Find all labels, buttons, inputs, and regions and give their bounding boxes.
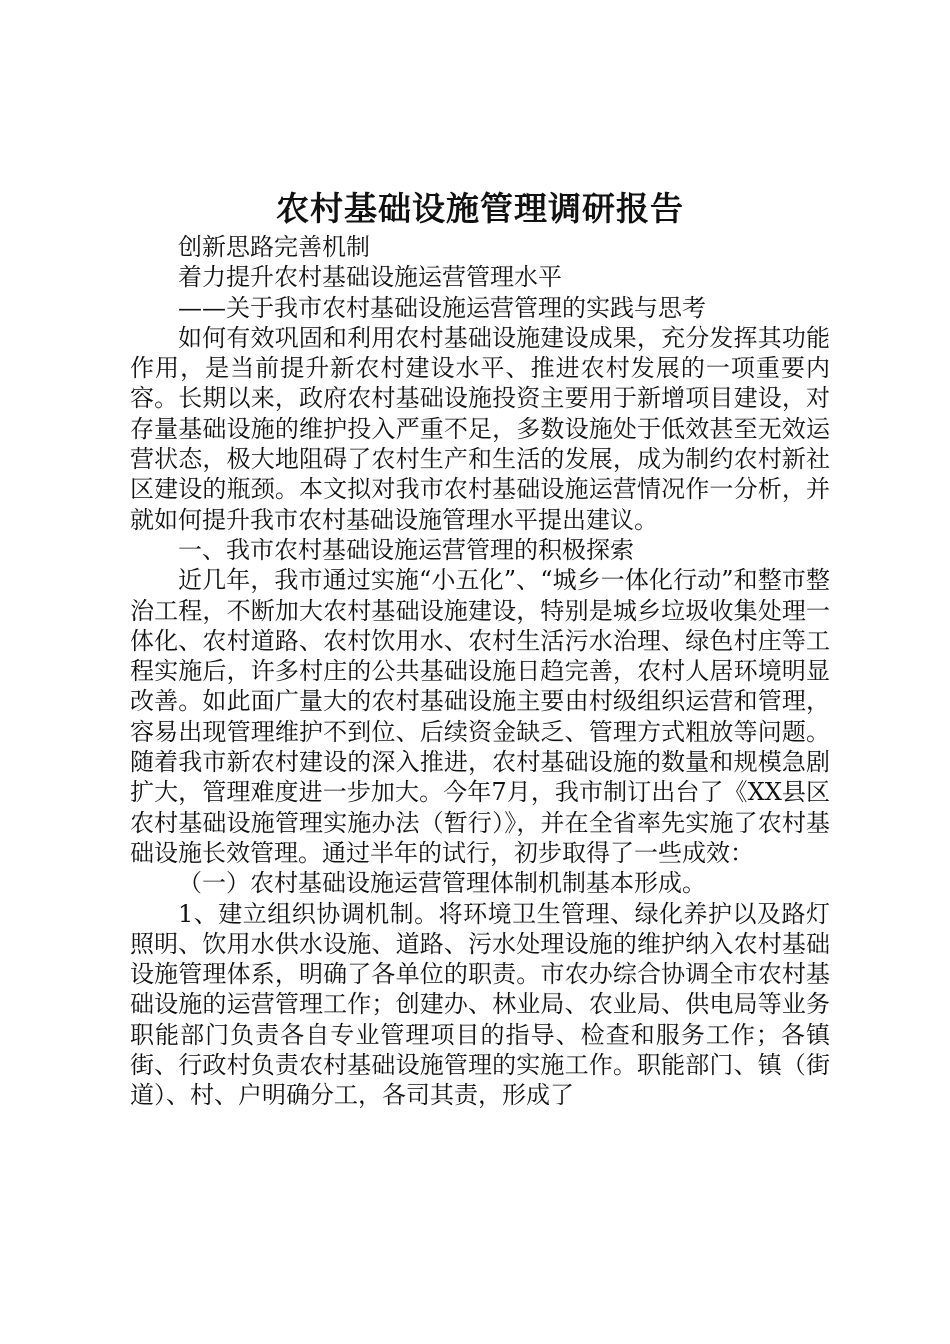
paragraph-intro: 如何有效巩固和利用农村基础设施建设成果，充分发挥其功能作用，是当前提升新农村建设水平、推进农村发展的一项重要内容。长期以来，政府农村基础设施投资主要用于新增项目建设，对存量基础设施的维护投入严重不足，多数设施处于低效甚至无效运营状态，极大地阻碍了农村生产和生活的发展，成为制约农村新社区建设的瓶颈。本文拟对我市农村基础设施运营情况作一分析，并就如何提升我市农村基础设施管理水平提出建议。 [130, 323, 830, 534]
paragraph-recent-years: 近几年，我市通过实施“小五化”、“城乡一体化行动”和整市整治工程，不断加大农村基础设施建设，特别是城乡垃圾收集处理一体化、农村道路、农村饮用水、农村生活污水治理、绿色村庄等工程实施后，许多村庄的公共基础设施日趋完善，农村人居环境明显改善。如此面广量大的农村基础设施主要由村级组织运营和管理，容易出现管理维护不到位、后续资金缺乏、管理方式粗放等问题。随着我市新农村建设的深入推进，农村基础设施的数量和规模急剧扩大，管理难度进一步加大。今年7月，我市制订出台了《XX县区农村基础设施管理实施办法（暂行）》，并在全省率先实施了农村基础设施长效管理。通过半年的试行，初步取得了一些成效： [130, 566, 830, 867]
document-body [130, 232, 830, 1111]
subtitle-line-3: ——关于我市农村基础设施运营管理的实践与思考 [178, 293, 706, 322]
section-heading-1: 一、我市农村基础设施运营管理的积极探索 [178, 535, 634, 564]
document-page [130, 186, 830, 1111]
paragraph-coordination: 1、建立组织协调机制。将环境卫生管理、绿化养护以及路灯照明、饮用水供水设施、道路、污水处理设施的维护纳入农村基础设施管理体系，明确了各单位的职责。市农办综合协调全市农村基础设施的运营管理工作；创建办、林业局、农业局、供电局等业务职能部门负责各自专业管理项目的指导、检查和服务工作；各镇街、行政村负责农村基础设施管理的实施工作。职能部门、镇（街道）、村、户明确分工，各司其责，形成了 [130, 899, 830, 1110]
subsection-heading-1: （一）农村基础设施运营管理体制机制基本形成。 [178, 869, 706, 898]
subtitle-line-2: 着力提升农村基础设施运营管理水平 [178, 263, 562, 292]
subtitle-line-1: 创新思路完善机制 [178, 233, 370, 261]
document-title: 农村基础设施管理调研报告 [276, 189, 684, 228]
